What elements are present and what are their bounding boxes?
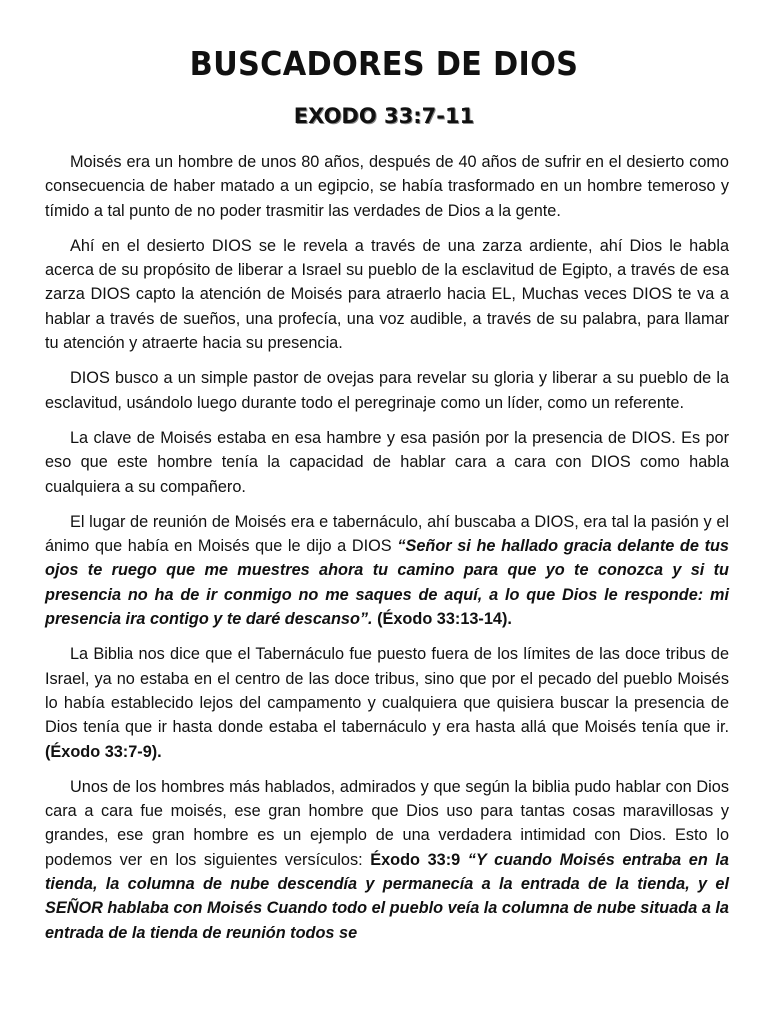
paragraph-5-text: El lugar de reunión de Moisés era e tabernáculo, ahí buscaba a DIOS, era tal la pasión y el ánimo que había en Moisés que le dijo a DIOS [45,512,729,556]
paragraph-5 [45,510,729,631]
page-subtitle: EXODO 33:7-11 [293,104,475,128]
paragraph-4: La clave de Moisés estaba en esa hambre y esa pasión por la presencia de DIOS. Es por eso que este hombre tenía la capacidad de hablar cara a cara con DIOS como habla cualquiera a su compañero. [45,428,729,496]
paragraph-6 [45,642,729,763]
paragraph-7-text: Unos de los hombres más hablados, admirados y que según la biblia pudo hablar con Dios cara a cara fue moisés, ese gran hombre que Dios uso para tantas cosas maravillosas y grandes, ese gran hombre es un ejemplo de una verdadera intimidad con Dios. Esto lo podemos ver en los siguientes versículos: [45,777,729,869]
paragraph-2: Ahí en el desierto DIOS se le revela a través de una zarza ardiente, ahí Dios le habla acerca de su propósito de liberar a Israel su pueblo de la esclavitud de Egipto, a través de esa zarza DIOS capto la atención de Moisés para atraerlo hacia EL, Muchas veces DIOS te va a hablar a través de sueños, una profecía, una voz audible, a través de su palabra, para llamar tu atención y atraerte hacia su presencia. [45,236,729,353]
paragraph-7 [45,775,729,945]
page-title: BUSCADORES DE DIOS [189,44,579,83]
paragraph-3: DIOS busco a un simple pastor de ovejas para revelar su gloria y liberar a su pueblo de la esclavitud, usándolo luego durante todo el peregrinaje como un líder, como un referente. [45,369,729,412]
paragraph-6-text: La Biblia nos dice que el Tabernáculo fue puesto fuera de los límites de las doce tribus de Israel, ya no estaba en el centro de las doce tribus, sino que por el pecado del pueblo Moisés lo había establecido lejos del campamento y cualquiera que quisiera buscar la presencia de Dios tenía que ir hasta donde estaba el tabernáculo y era hasta allá que Moisés tenía que ir. [45,645,729,737]
paragraph-7-quote: “Y cuando Moisés entraba en la tienda, la columna de nube descendía y permanecía a la entrada de la tienda, y el SEÑOR hablaba con Moisés Cuando todo el pueblo veía la columna de nube situada a la entrada de la tienda de reunión todos se [45,850,729,942]
paragraph-5-quote: “Señor si he hallado gracia delante de tus ojos te ruego que me muestres ahora tu camino para que yo te conozca y si tu presencia no ha de ir conmigo no me saques de aquí, a lo que Dios le responde: mi presencia ira contigo y te daré descanso”. [45,537,729,629]
paragraph-5-reference: (Éxodo 33:13-14). [372,610,512,629]
document-body [45,150,729,956]
paragraph-7-reference: Éxodo 33:9 [370,850,461,869]
paragraph-1: Moisés era un hombre de unos 80 años, después de 40 años de sufrir en el desierto como consecuencia de haber matado a un egipcio, se había trasformado en un hombre temeroso y tímido a tal punto de no poder trasmitir las verdades de Dios a la gente. [45,153,729,220]
paragraph-6-reference: (Éxodo 33:7-9). [45,742,162,761]
